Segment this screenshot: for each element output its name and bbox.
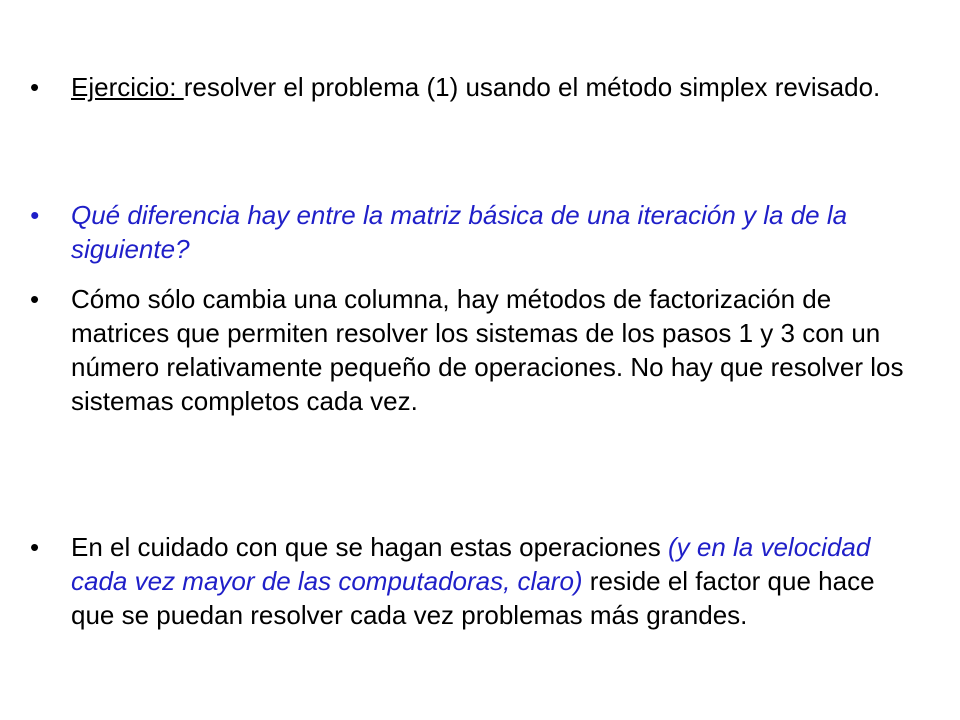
bullet-conclusion-text: [71, 530, 911, 632]
bullet-exercise-text: [71, 70, 911, 104]
bullet-factorization-text: Cómo sólo cambia una columna, hay métodos de factorización de matrices que permiten resolver los sistemas de los pasos 1 y 3 con un número relativamente pequeño de operaciones. No hay que resolver los sistemas completos cada vez.: [71, 284, 904, 416]
bullet-question-text: Qué diferencia hay entre la matriz básica de una iteración y la de la siguiente?: [71, 200, 848, 264]
bullet-marker: •: [30, 532, 40, 562]
bullet-marker: •: [30, 72, 40, 102]
conclusion-text-after: reside el factor que hace que se puedan resolver cada vez problemas más grandes.: [71, 566, 875, 630]
bullet-marker: •: [30, 284, 40, 314]
conclusion-text-before: En el cuidado con que se hagan estas operaciones: [71, 532, 668, 562]
exercise-text: resolver el problema (1) usando el método simplex revisado.: [183, 72, 881, 102]
bullet-marker: •: [30, 200, 40, 230]
exercise-label: Ejercicio:: [71, 72, 184, 102]
conclusion-text-italic: (y en la velocidad cada vez mayor de las computadoras, claro): [71, 532, 871, 596]
